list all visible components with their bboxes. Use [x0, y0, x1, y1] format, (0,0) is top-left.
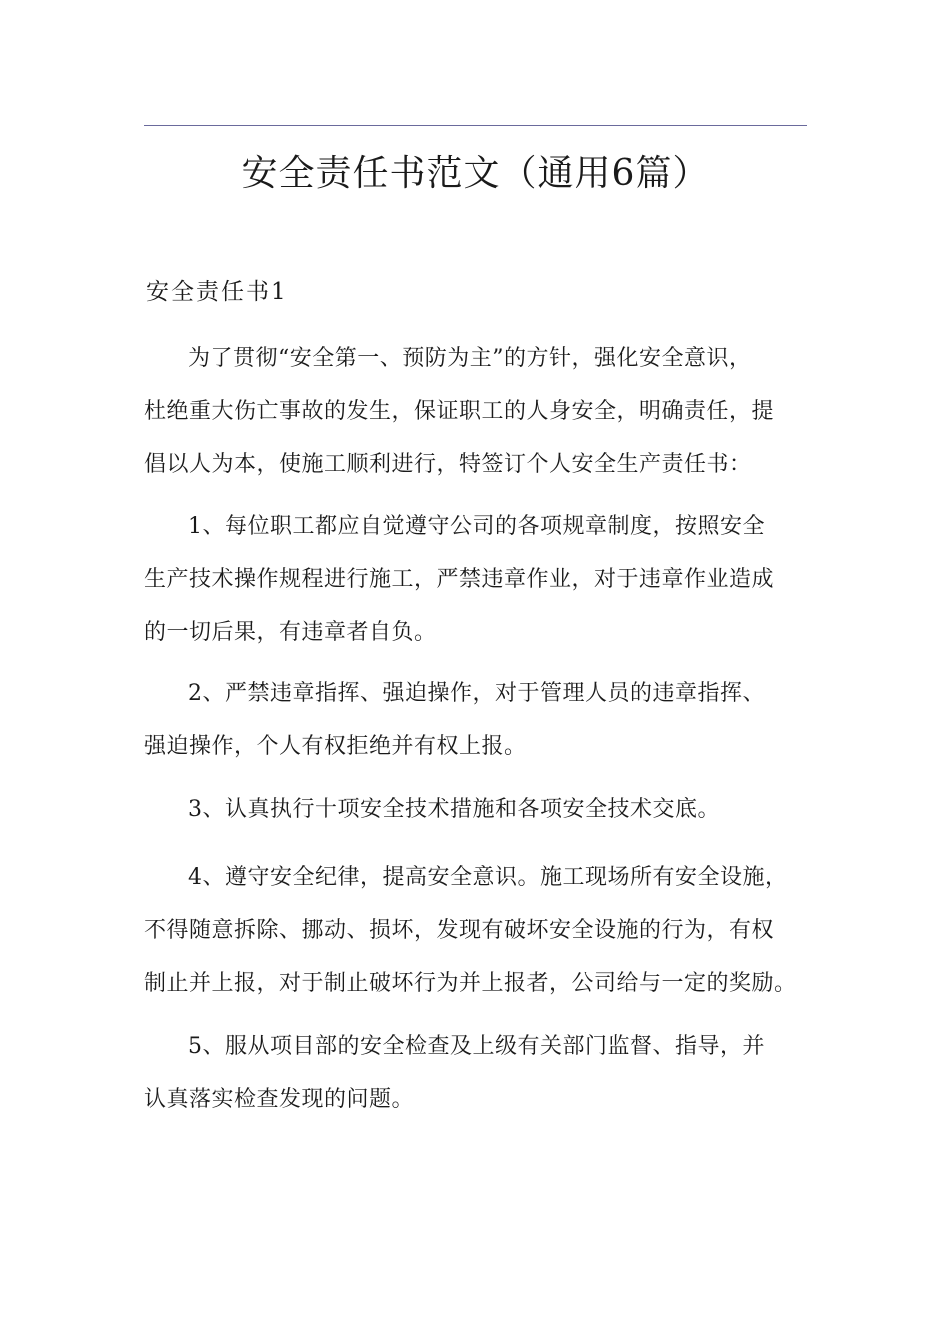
paragraph-1 — [144, 332, 808, 491]
paragraph-line: 不得随意拆除、挪动、损坏，发现有破坏安全设施的行为，有权 — [144, 918, 775, 943]
paragraph-line: 认真落实检查发现的问题。 — [144, 1087, 415, 1112]
paragraph-2 — [144, 500, 808, 659]
paragraph-line: 杜绝重大伤亡事故的发生，保证职工的人身安全，明确责任，提 — [144, 399, 775, 424]
paragraph-line: 3、认真执行十项安全技术措施和各项安全技术交底。 — [188, 797, 720, 822]
paragraph-line: 的一切后果，有违章者自负。 — [144, 620, 437, 645]
paragraph-line: 强迫操作，个人有权拒绝并有权上报。 — [144, 734, 527, 759]
paragraph-6 — [144, 1020, 808, 1126]
paragraph-4 — [144, 783, 808, 836]
section-heading: 安全责任书1 — [146, 279, 288, 305]
paragraph-line: 5、服从项目部的安全检查及上级有关部门监督、指导，并 — [188, 1034, 765, 1059]
header-rule — [144, 125, 807, 126]
paragraph-line: 为了贯彻“安全第一、预防为主”的方针，强化安全意识， — [188, 346, 752, 371]
paragraph-5 — [144, 851, 808, 1010]
document-title: 安全责任书范文（通用6篇） — [241, 153, 710, 194]
paragraph-line: 1、每位职工都应自觉遵守公司的各项规章制度，按照安全 — [188, 514, 765, 539]
paragraph-line: 倡以人为本，使施工顺利进行，特签订个人安全生产责任书： — [144, 452, 752, 477]
paragraph-3 — [144, 667, 808, 773]
paragraph-line: 4、遵守安全纪律，提高安全意识。施工现场所有安全设施， — [188, 865, 788, 890]
paragraph-line: 制止并上报，对于制止破坏行为并上报者，公司给与一定的奖励。 — [144, 971, 797, 996]
paragraph-line: 生产技术操作规程进行施工，严禁违章作业，对于违章作业造成 — [144, 567, 775, 592]
paragraph-line: 2、严禁违章指挥、强迫操作，对于管理人员的违章指挥、 — [188, 681, 765, 706]
